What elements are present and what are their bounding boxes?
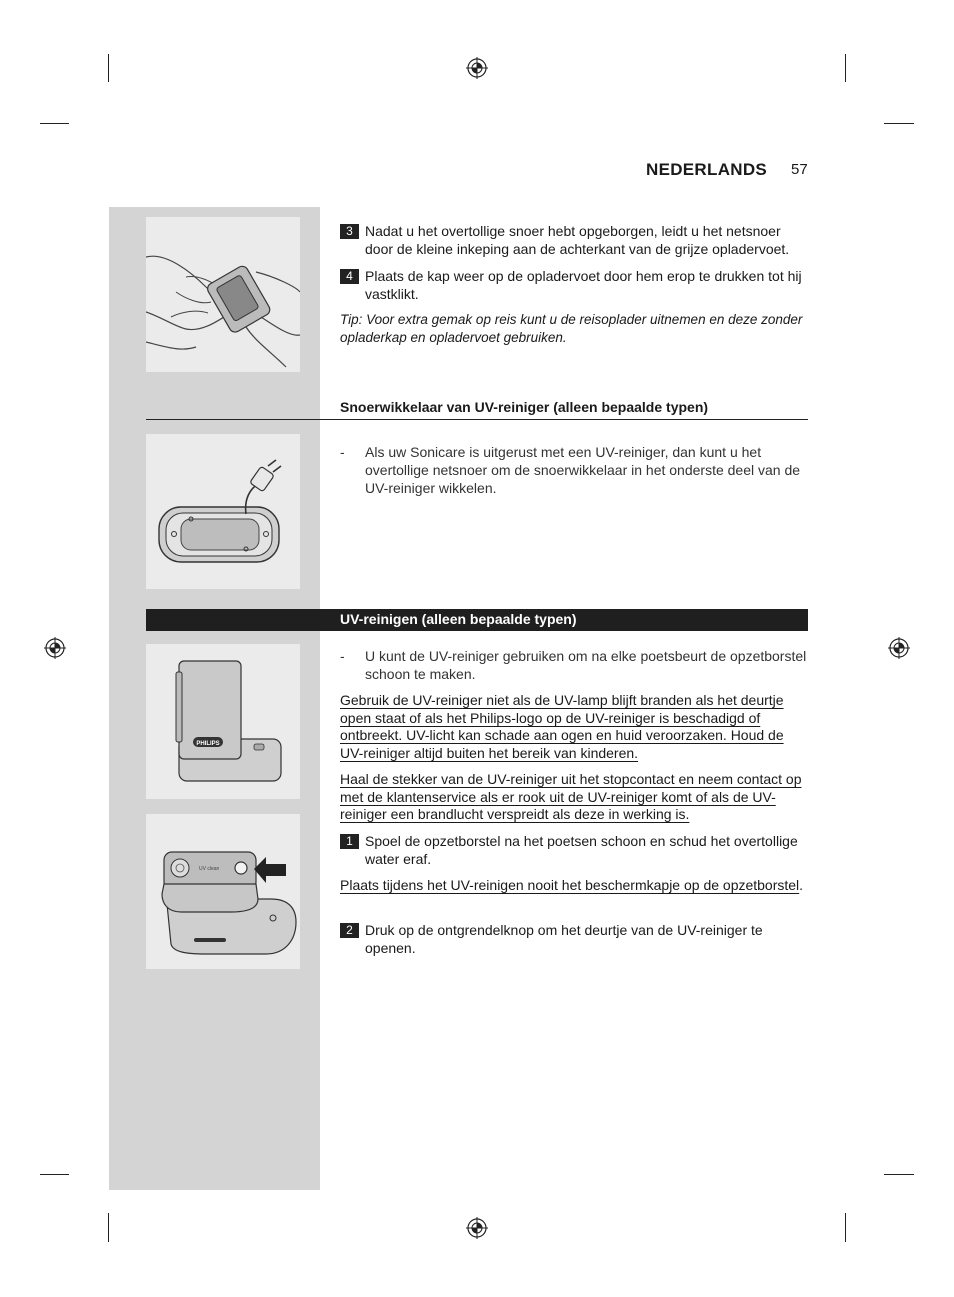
registration-mark-icon xyxy=(466,57,488,79)
registration-mark-icon xyxy=(466,1217,488,1239)
step-number: 4 xyxy=(340,269,359,284)
step-text: Plaats de kap weer op de opladervoet door hem erop te drukken tot hij vastklikt. xyxy=(365,268,802,302)
crop-mark xyxy=(108,54,109,82)
registration-mark-icon xyxy=(888,637,910,659)
warning-text xyxy=(340,771,810,824)
uv-button-label: UV clean xyxy=(198,866,220,872)
crop-mark xyxy=(845,1213,846,1242)
philips-logo: PHILIPS xyxy=(196,741,220,747)
section-divider xyxy=(146,419,808,420)
crop-mark xyxy=(884,1174,914,1175)
crop-mark xyxy=(40,123,69,124)
illustration-uv-cleaner xyxy=(146,644,300,799)
crop-mark xyxy=(884,123,914,124)
warning-text xyxy=(340,692,810,762)
step-text: Nadat u het overtollige snoer hebt opgeborgen, leidt u het netsnoer door de kleine inkeping aan de achterkant van de grijze opladervoet. xyxy=(365,223,790,257)
panel-pointer xyxy=(300,424,322,444)
section-heading: UV-reinigen (alleen bepaalde typen) xyxy=(340,611,577,627)
panel-pointer xyxy=(300,207,322,227)
page-number: 57 xyxy=(791,161,808,178)
step-text: Spoel de opzetborstel na het poetsen schoon en schud het overtollige water eraf. xyxy=(365,833,798,867)
crop-mark xyxy=(845,54,846,82)
panel-pointer xyxy=(300,634,322,654)
illustration-charger-cord xyxy=(146,217,300,372)
list-dash: - xyxy=(340,444,345,460)
step-number: 3 xyxy=(340,224,359,239)
warning-text-content: Gebruik de UV-reiniger niet als de UV-lamp blijft branden als het deurtje open staat of als het Philips-logo op de UV-reiniger is beschadigd of ontbreekt. UV-licht kan schade aan ogen en huid veroorzaken. Houd de UV-reiniger altijd buiten het bereik van kinderen. xyxy=(340,692,784,761)
registration-mark-icon xyxy=(44,637,66,659)
tip-text: Tip: Voor extra gemak op reis kunt u de reisoplader uitnemen en deze zonder opladerkap en opladervoet gebruiken. xyxy=(340,312,803,345)
step-text: Druk op de ontgrendelknop om het deurtje van de UV-reiniger te openen. xyxy=(365,922,763,956)
caution-text xyxy=(340,877,810,895)
illustration-cord-wrap xyxy=(146,434,300,589)
step-number: 1 xyxy=(340,834,359,849)
caution-text-content: Plaats tijdens het UV-reinigen nooit het beschermkapje op de opzetborstel xyxy=(340,877,800,893)
section-heading-bar xyxy=(146,609,808,631)
list-item-text: Als uw Sonicare is uitgerust met een UV-reiniger, dan kunt u het overtollige netsnoer om de snoerwikkelaar in het onderste deel van de UV-reiniger wikkelen. xyxy=(365,444,801,496)
caution-period: . xyxy=(799,877,804,893)
list-dash: - xyxy=(340,648,345,664)
page-language-header: NEDERLANDS xyxy=(646,160,768,179)
step-number: 2 xyxy=(340,923,359,938)
section-heading: Snoerwikkelaar van UV-reiniger (alleen bepaalde typen) xyxy=(340,399,709,415)
illustration-uv-release-button xyxy=(146,814,300,969)
crop-mark xyxy=(108,1213,109,1242)
list-item-text: U kunt de UV-reiniger gebruiken om na elke poetsbeurt de opzetborstel schoon te maken. xyxy=(365,648,807,682)
panel-pointer xyxy=(300,914,322,934)
crop-mark xyxy=(40,1174,69,1175)
warning-text-content: Haal de stekker van de UV-reiniger uit het stopcontact en neem contact op met de klantenservice als er rook uit de UV-reiniger komt of als de UV-reiniger een brandlucht verspreidt als deze in werking is. xyxy=(340,771,802,822)
